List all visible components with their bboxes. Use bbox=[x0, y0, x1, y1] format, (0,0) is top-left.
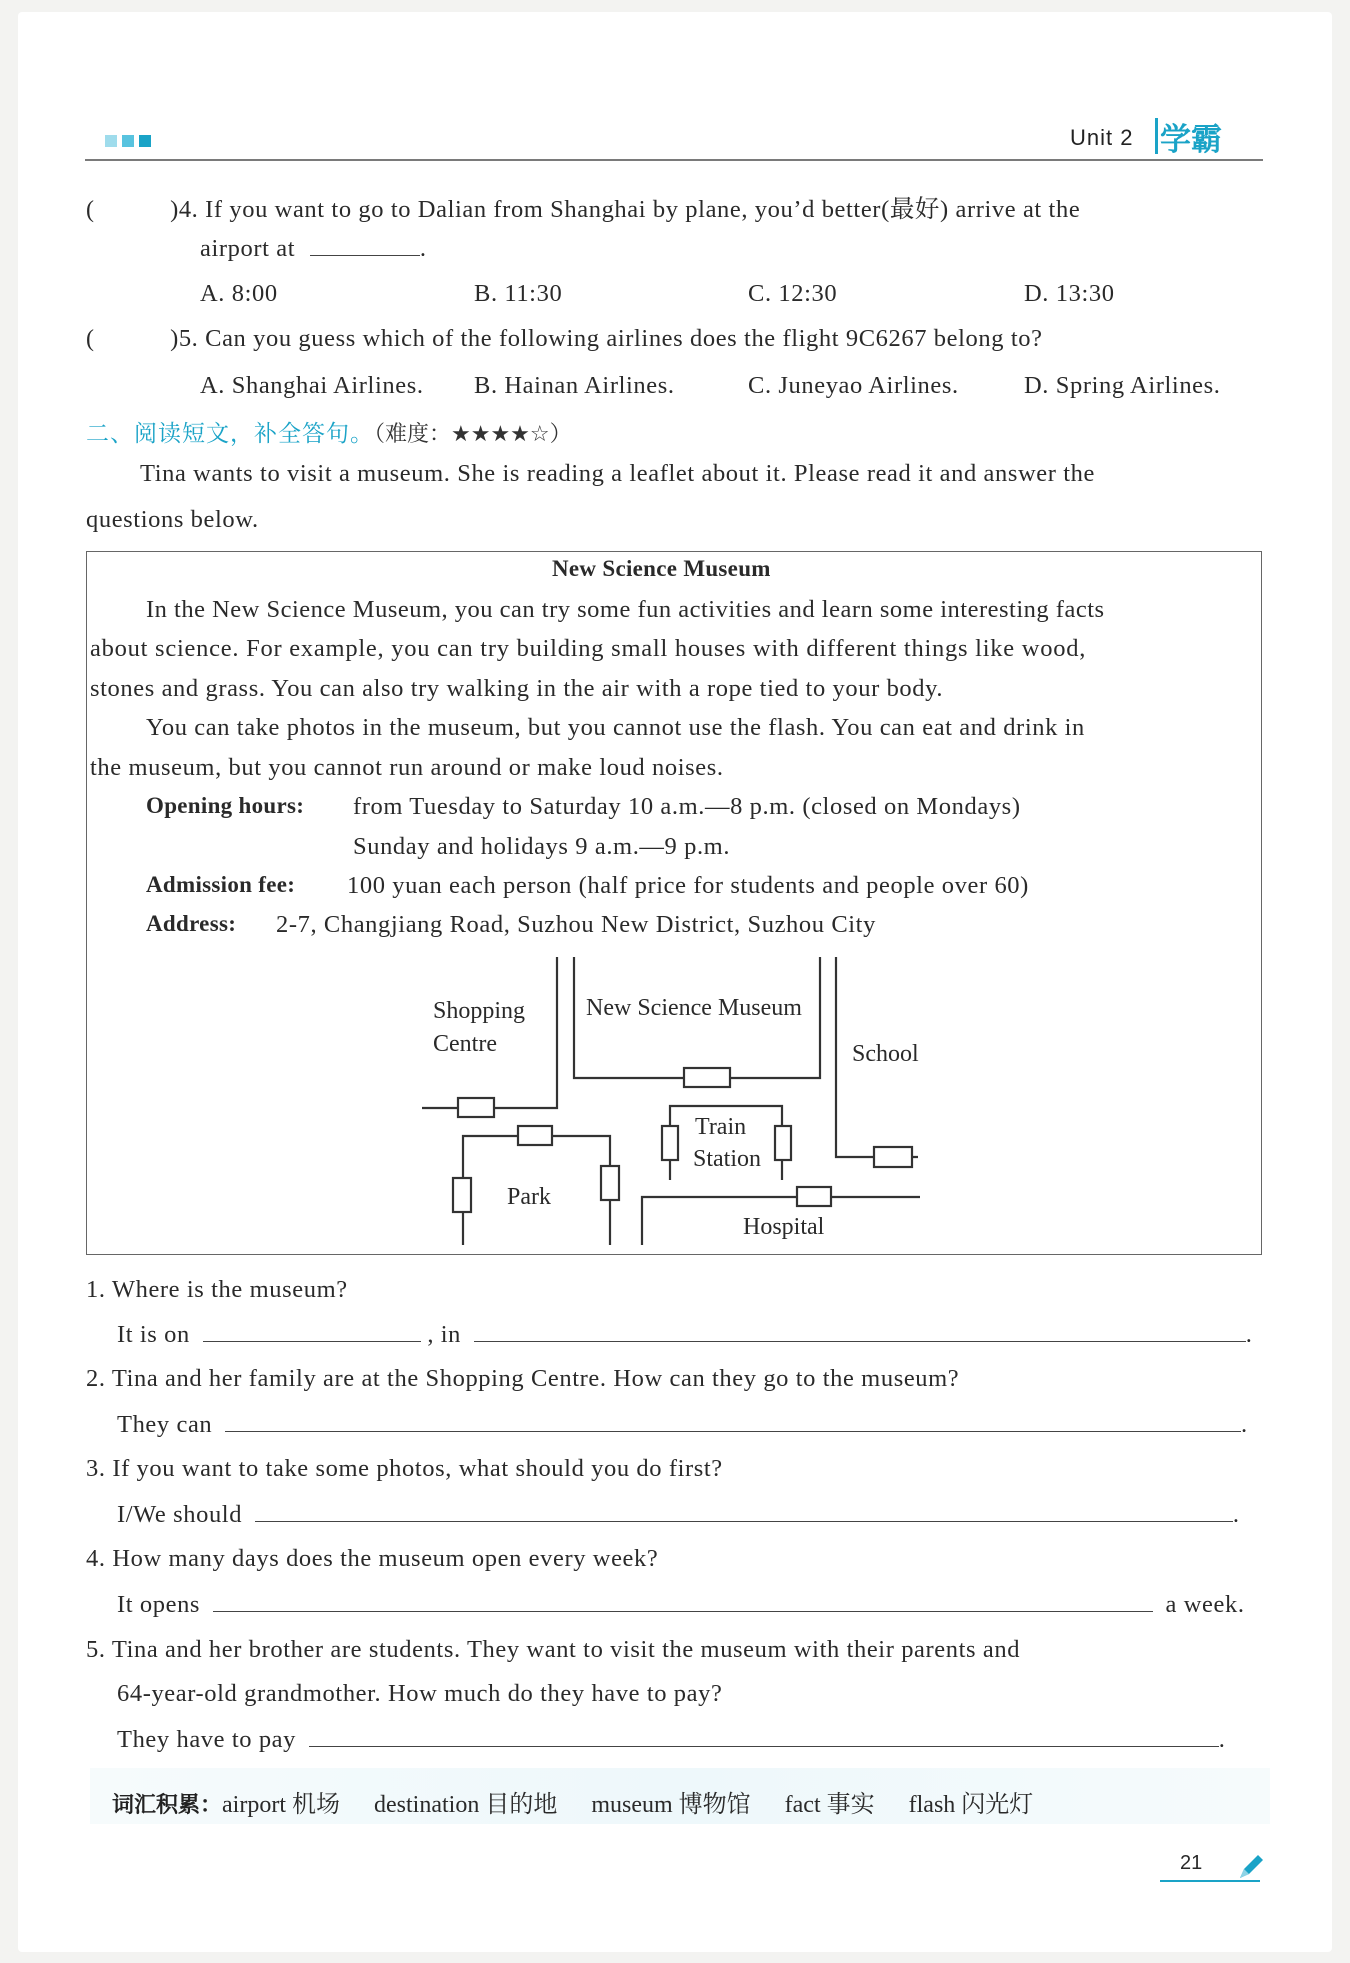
answer-prefix: I/We should bbox=[117, 1501, 243, 1528]
option-a[interactable]: A. 8:00 bbox=[200, 280, 278, 307]
question-text: If you want to go to Dalian from Shanghai by plane, you’d better(最好) arrive at the bbox=[205, 196, 1081, 223]
vocab-item: fact 事实 bbox=[784, 1792, 875, 1818]
map-label-school: School bbox=[852, 1041, 919, 1067]
vocab-item: museum 博物馆 bbox=[591, 1792, 751, 1818]
station-gate-right bbox=[775, 1126, 791, 1160]
intro-line-2: questions below. bbox=[86, 506, 259, 533]
leaflet-p1-line1: In the New Science Museum, you can try some fun activities and learn some interesting facts bbox=[146, 596, 1105, 623]
answer-blank-place[interactable] bbox=[474, 1341, 1246, 1342]
answer-mid: , in bbox=[427, 1321, 462, 1348]
option-b[interactable]: B. 11:30 bbox=[474, 280, 563, 307]
question-text: If you want to take some photos, what should you do first? bbox=[112, 1455, 723, 1482]
option-d[interactable]: D. Spring Airlines. bbox=[1024, 372, 1221, 399]
admission-fee-value: 100 yuan each person (half price for students and people over 60) bbox=[347, 872, 1029, 899]
answer-paren-open: ( bbox=[86, 326, 95, 352]
opening-hours-weekday: from Tuesday to Saturday 10 a.m.—8 p.m. (closed on Mondays) bbox=[353, 793, 1021, 820]
opening-hours-label: Opening hours: bbox=[146, 793, 305, 818]
unit-label: Unit 2 bbox=[1070, 125, 1134, 150]
page-number: 21 bbox=[1180, 1852, 1203, 1874]
leaflet-p1-line3: stones and grass. You can also try walking in the air with a rope tied to your body. bbox=[90, 675, 944, 702]
brand-logo: 学霸 bbox=[1160, 122, 1222, 158]
answer-question-3 bbox=[86, 1455, 723, 1483]
question-number: )4. bbox=[170, 196, 199, 223]
station-gate-left bbox=[662, 1126, 678, 1160]
option-c[interactable]: C. Juneyao Airlines. bbox=[748, 372, 959, 399]
answer-prefix: They have to pay bbox=[117, 1726, 296, 1753]
vocab-item: destination 目的地 bbox=[374, 1792, 558, 1818]
answer-question-2 bbox=[86, 1365, 959, 1393]
park-gate-left bbox=[453, 1178, 471, 1212]
question-text-cont: airport at bbox=[200, 235, 296, 262]
period: . bbox=[1218, 1726, 1226, 1753]
intro-line-1: Tina wants to visit a museum. She is reading a leaflet about it. Please read it and answer the bbox=[140, 460, 1095, 487]
answer-question-5-line2: 64-year-old grandmother. How much do they have to pay? bbox=[117, 1680, 723, 1707]
vocab-item: flash 闪光灯 bbox=[908, 1792, 1034, 1818]
vocab-heading: 词汇积累： bbox=[112, 1793, 223, 1818]
answer-line-4 bbox=[117, 1591, 1245, 1619]
vocab-item: airport 机场 bbox=[222, 1792, 340, 1818]
answer-prefix: It is on bbox=[117, 1321, 190, 1348]
question-text: Tina and her brother are students. They want to visit the museum with their parents and bbox=[111, 1636, 1021, 1663]
question-number: 5. bbox=[86, 1636, 106, 1663]
map-label-park: Park bbox=[507, 1184, 551, 1210]
section-title: 二、阅读短文，补全答句。 bbox=[86, 421, 374, 447]
leaflet-p2-line1: You can take photos in the museum, but you cannot use the flash. You can eat and drink in bbox=[146, 714, 1085, 741]
question-number: 1. bbox=[86, 1276, 106, 1303]
leaflet-p1-line2: about science. For example, you can try building small houses with different things like wood, bbox=[90, 635, 1087, 662]
answer-question-1 bbox=[86, 1276, 348, 1304]
map-label-station: Station bbox=[693, 1146, 762, 1172]
question-number: 2. bbox=[86, 1365, 106, 1392]
leaflet-title: New Science Museum bbox=[552, 556, 771, 581]
answer-blank[interactable] bbox=[213, 1611, 1153, 1612]
pencil-icon bbox=[1236, 1852, 1266, 1882]
option-d[interactable]: D. 13:30 bbox=[1024, 280, 1115, 307]
period: . bbox=[1245, 1321, 1253, 1348]
question-number: 3. bbox=[86, 1455, 106, 1482]
option-b[interactable]: B. Hainan Airlines. bbox=[474, 372, 675, 399]
question-number: 4. bbox=[86, 1545, 106, 1572]
question-text: Tina and her family are at the Shopping Centre. How can they go to the museum? bbox=[111, 1365, 960, 1392]
map-label-train: Train bbox=[695, 1114, 747, 1140]
map-label-hospital: Hospital bbox=[743, 1214, 825, 1240]
period: . bbox=[1232, 1501, 1240, 1528]
period: . bbox=[1241, 1411, 1248, 1438]
answer-prefix: It opens bbox=[117, 1591, 201, 1618]
difficulty-rating: （难度：★★★★☆） bbox=[374, 422, 572, 447]
question-text: Can you guess which of the following airlines does the flight 9C6267 belong to? bbox=[205, 325, 1043, 352]
vocab-line bbox=[112, 1784, 1033, 1819]
school-gate bbox=[874, 1147, 912, 1167]
answer-line-3 bbox=[117, 1501, 1240, 1529]
answer-blank[interactable] bbox=[225, 1431, 1241, 1432]
question-text: Where is the museum? bbox=[111, 1276, 348, 1303]
option-c[interactable]: C. 12:30 bbox=[748, 280, 838, 307]
road-gate bbox=[458, 1098, 494, 1117]
address-label: Address: bbox=[146, 911, 237, 936]
answer-blank[interactable] bbox=[309, 1746, 1219, 1747]
map-label-museum: New Science Museum bbox=[586, 995, 802, 1021]
answer-question-5 bbox=[86, 1636, 1020, 1664]
answer-blank[interactable] bbox=[255, 1521, 1233, 1522]
park-gate-top bbox=[518, 1126, 552, 1145]
answer-line-2 bbox=[117, 1411, 1248, 1439]
park-gate-right bbox=[601, 1166, 619, 1200]
answer-prefix: They can bbox=[117, 1411, 213, 1438]
answer-line-5 bbox=[117, 1726, 1225, 1754]
admission-fee-label: Admission fee: bbox=[146, 872, 296, 897]
address-value: 2-7, Changjiang Road, Suzhou New District, Suzhou City bbox=[276, 911, 876, 938]
answer-paren-open: ( bbox=[86, 197, 95, 223]
map-label-shopping: Shopping bbox=[433, 998, 526, 1024]
leaflet-p2-line2: the museum, but you cannot run around or make loud noises. bbox=[90, 754, 724, 781]
answer-blank-road[interactable] bbox=[203, 1341, 421, 1342]
question-number: )5. bbox=[170, 325, 199, 352]
answer-line-1 bbox=[117, 1321, 1253, 1349]
map-label-centre: Centre bbox=[433, 1031, 497, 1057]
opening-hours-weekend: Sunday and holidays 9 a.m.—9 p.m. bbox=[353, 833, 731, 860]
hospital-gate bbox=[797, 1187, 831, 1206]
answer-suffix: a week. bbox=[1165, 1591, 1245, 1618]
museum-gate bbox=[684, 1068, 730, 1087]
option-a[interactable]: A. Shanghai Airlines. bbox=[200, 372, 424, 399]
question-text: How many days does the museum open every week? bbox=[112, 1545, 659, 1572]
period: . bbox=[419, 235, 427, 262]
answer-question-4 bbox=[86, 1545, 658, 1573]
